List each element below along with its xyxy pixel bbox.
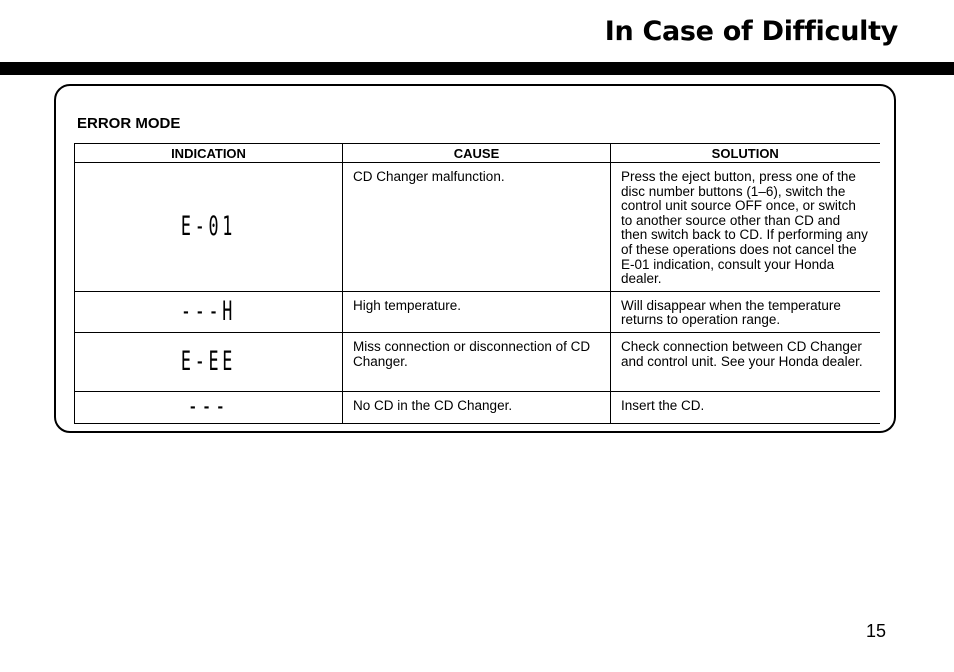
solution-cell: Check connection between CD Changer and control unit. See your Honda dealer. <box>611 332 880 391</box>
section-heading: ERROR MODE <box>77 115 181 132</box>
page-title: In Case of Difficulty <box>604 16 898 47</box>
error-mode-table <box>74 143 880 424</box>
column-header-cause: CAUSE <box>343 144 611 163</box>
table-header-row <box>75 144 880 163</box>
table-row <box>75 391 880 423</box>
indication-cell <box>75 163 343 292</box>
cause-cell: No CD in the CD Changer. <box>343 391 611 423</box>
solution-cell: Press the eject button, press one of the disc number buttons (1–6), switch the control unit source OFF once, or switch to another source other than CD and then switch back to CD. If performing any of these operations does not cancel the E-01 indication, consult your Honda dealer. <box>611 163 880 292</box>
display-indication: ---H <box>180 295 237 327</box>
indication-cell <box>75 332 343 391</box>
display-indication: --- <box>187 391 230 423</box>
indication-cell <box>75 291 343 332</box>
cause-cell: CD Changer malfunction. <box>343 163 611 292</box>
cause-cell: Miss connection or disconnection of CD Changer. <box>343 332 611 391</box>
indication-cell <box>75 391 343 423</box>
column-header-indication: INDICATION <box>75 144 343 163</box>
table-row <box>75 291 880 332</box>
table-row <box>75 163 880 292</box>
display-indication: E-01 <box>180 210 237 242</box>
solution-cell: Insert the CD. <box>611 391 880 423</box>
column-header-solution: SOLUTION <box>611 144 880 163</box>
table-row <box>75 332 880 391</box>
page-number: 15 <box>865 621 886 641</box>
cause-cell: High temperature. <box>343 291 611 332</box>
display-indication: E-EE <box>180 345 237 377</box>
solution-cell: Will disappear when the temperature returns to operation range. <box>611 291 880 332</box>
title-rule <box>0 62 954 75</box>
